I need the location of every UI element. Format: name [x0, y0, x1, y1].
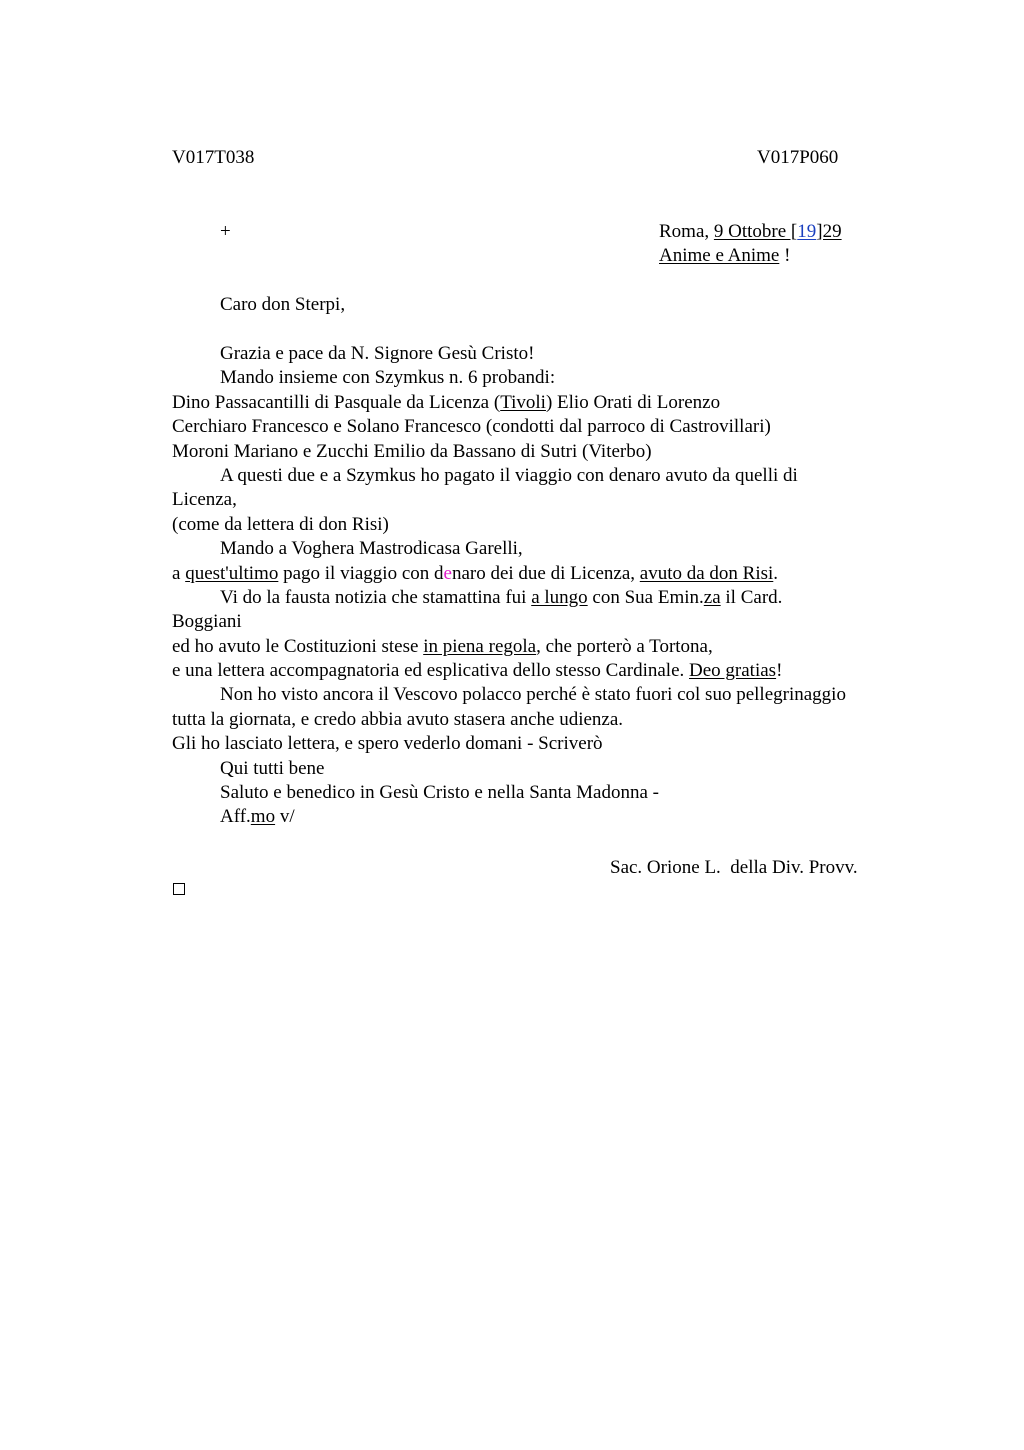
text-span: e una lettera accompagnatoria ed esplicativa dello stesso Cardinale. — [172, 660, 690, 682]
text-span: ! — [776, 660, 783, 682]
place: Roma, — [659, 221, 710, 242]
paragraph-2: A questi due e a Szymkus ho pagato il viaggio con denaro avuto da quelli di — [220, 464, 798, 486]
text-span: ) Elio Orati di Lorenzo — [545, 391, 721, 413]
underlined-span: avuto da don Risi — [639, 562, 774, 584]
text-span: v/ — [275, 806, 295, 828]
line-5 — [172, 635, 912, 659]
line-6 — [172, 659, 912, 683]
header-right-code: V017P060 — [757, 147, 839, 168]
paragraph-5: Non ho visto ancora il Vescovo polacco perché è stato fuori col suo pellegrinaggio — [220, 684, 846, 706]
paragraph-4 — [172, 586, 912, 610]
text-span: . — [773, 562, 779, 584]
line-7: tutta la giornata, e credo abbia avuto stasera anche udienza. — [172, 708, 624, 730]
checkbox-icon — [173, 883, 185, 895]
text-span: , che porterò a Tortona, — [536, 635, 713, 657]
text-span: a — [172, 562, 186, 584]
underlined-span: za — [703, 586, 721, 608]
date-close: ]29 — [816, 221, 842, 242]
underlined-span: a lungo — [531, 586, 588, 608]
closing — [172, 805, 912, 829]
date-year-part: 19 — [797, 221, 817, 242]
paragraph-6: Qui tutti bene — [220, 757, 325, 779]
text-span: con Sua Emin. — [587, 586, 704, 608]
line-8: Gli ho lasciato lettera, e spero vederlo domani - Scriverò — [172, 733, 603, 755]
text-span: Aff. — [220, 806, 251, 828]
underlined-span: Tivoli — [500, 391, 546, 413]
underlined-span: Deo gratias — [689, 660, 777, 682]
motto: Anime e Anime — [659, 245, 780, 266]
paragraph-2-end: (come da lettera di don Risi) — [172, 513, 389, 535]
header-left-code: V017T038 — [172, 147, 255, 168]
paragraph-7: Saluto e benedico in Gesù Cristo e nella Santa Madonna - — [220, 782, 660, 804]
underlined-span: mo — [250, 806, 276, 828]
motto-line — [659, 244, 790, 268]
date-line — [659, 220, 842, 244]
text-span: naro dei due di Licenza, — [451, 562, 640, 584]
underlined-span: quest'ultimo — [185, 562, 279, 584]
list-line-3: Moroni Mariano e Zucchi Emilio da Bassano di Sutri (Viterbo) — [172, 440, 652, 462]
highlighted-letter: e — [443, 562, 452, 584]
greeting: Grazia e pace da N. Signore Gesù Cristo! — [220, 343, 535, 364]
list-line-1 — [172, 391, 912, 415]
salutation: Caro don Sterpi, — [220, 294, 346, 315]
paragraph-4-continued: Boggiani — [172, 611, 242, 633]
paragraph-2-continued: Licenza, — [172, 489, 237, 511]
line-4 — [172, 562, 912, 586]
date-day-month: 9 Ottobre [ — [713, 221, 798, 242]
text-span: il Card. — [720, 586, 783, 608]
motto-end: ! — [779, 245, 791, 266]
signature: Sac. Orione L. della Div. Provv. — [610, 857, 858, 878]
cross-mark: + — [220, 221, 231, 242]
text-span: ed ho avuto le Costituzioni stese — [172, 635, 424, 657]
paragraph-3: Mando a Voghera Mastrodicasa Garelli, — [220, 538, 523, 560]
text-span: Dino Passacantilli di Pasquale da Licenza ( — [172, 391, 501, 413]
underlined-span: in piena regola — [423, 635, 537, 657]
text-span: pago il viaggio con d — [278, 562, 444, 584]
letter-body — [172, 342, 912, 830]
text-span: Vi do la fausta notizia che stamattina fui — [220, 586, 532, 608]
paragraph-1: Mando insieme con Szymkus n. 6 probandi: — [220, 367, 556, 389]
list-line-2: Cerchiaro Francesco e Solano Francesco (condotti dal parroco di Castrovillari) — [172, 416, 771, 438]
